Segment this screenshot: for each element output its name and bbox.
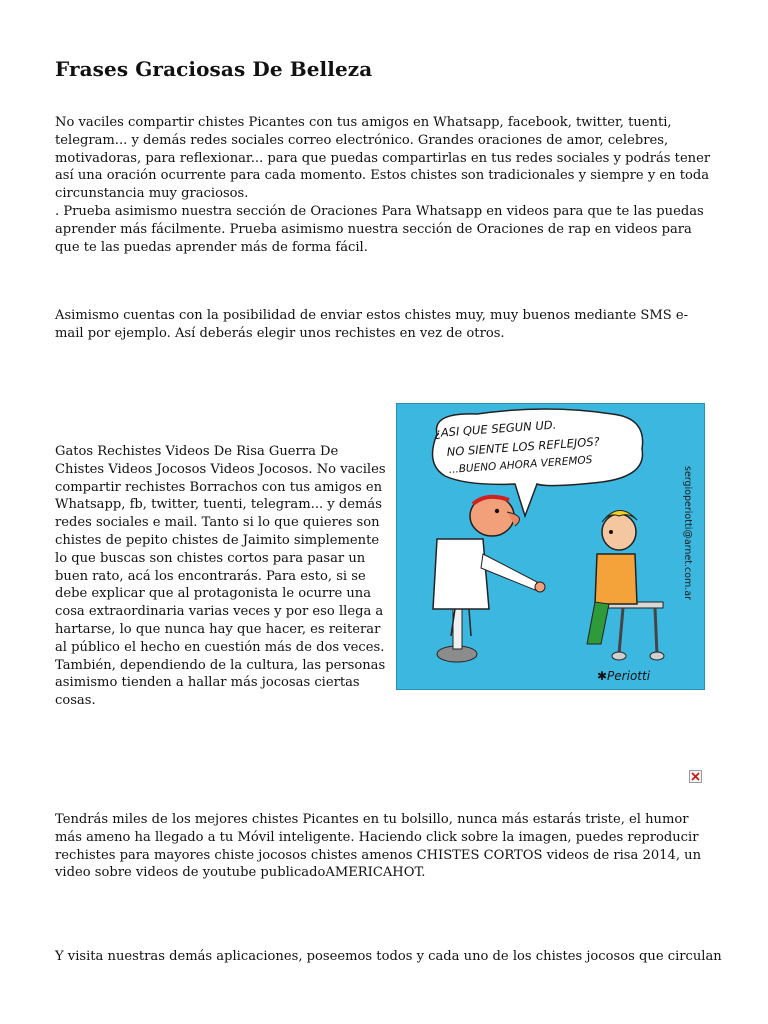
bubble-line-2: NO SIENTE LOS REFLEJOS? xyxy=(446,434,601,459)
cartoon-image[interactable] xyxy=(396,403,705,690)
cartoon-illustration xyxy=(397,404,704,689)
jokes-paragraph: Gatos Rechistes Videos De Risa Guerra De Chistes Videos Jocosos Videos Jocosos. No vaciles compartir rechistes Borrachos con tus amigos en Whatsapp, fb, twitter, tuenti, telegram... y demás redes sociales e mail. Tanto si lo que quieres son chistes de pepito chistes de Jaimito simplemente lo que buscas son chistes cortos para pasar un buen rato, acá los encontrarás. Para esto, si se debe explicar que al protagonista le ocurre una cosa extraordinaria varias veces y por eso llega a hartarse, lo que nunca hay que hacer, es reiterar al público el hecho en cuestión más de dos veces. También, dependiendo de la cultura, las personas asimismo tienden a hallar más jocosas ciertas cosas. xyxy=(55,444,386,709)
sms-paragraph: Asimismo cuentas con la posibilidad de enviar estos chistes muy, muy buenos mediante SMS e-mail por ejemplo. Así deberás elegir unos rechistes en vez de otros. xyxy=(55,308,689,341)
intro-text: No vaciles compartir chistes Picantes con tus amigos en Whatsapp, facebook, twitter, tuenti, telegram... y demás redes sociales correo electrónico. Grandes oraciones de amor, celebres, motivadoras, para reflexionar... para que puedas compartirlas en tus redes sociales y podrás tener así una oración ocurrente para cada momento. Estos chistes son tradicionales y siempre y en toda circunstancia muy graciosos. xyxy=(55,115,711,202)
bubble-line-3: ...BUENO AHORA VEREMOS xyxy=(448,453,593,476)
page-title: Frases Graciosas De Belleza xyxy=(55,57,373,81)
broken-image-icon[interactable] xyxy=(689,770,702,783)
broken-image-x xyxy=(690,771,701,782)
side-credit: sergioperiotti@arnet.com.ar xyxy=(682,466,693,601)
artist-signature: ✱Periotti xyxy=(597,669,651,683)
patient-figure xyxy=(587,510,664,660)
intro-paragraph xyxy=(55,114,715,256)
pocket-jokes-paragraph: Tendrás miles de los mejores chistes Picantes en tu bolsillo, nunca más estarás triste, el humor más ameno ha llegado a tu Móvil inteligente. Haciendo click sobre la imagen, puedes reproducir rechistes para mayores chiste jocosos chistes amenos CHISTES CORTOS videos de risa 2014, un video sobre videos de youtube publicadoAMERICAHOT. xyxy=(55,812,702,881)
apps-paragraph: Y visita nuestras demás aplicaciones, poseemos todos y cada uno de los chistes jocosos que circulan xyxy=(55,949,722,964)
intro-text-continued: . Prueba asimismo nuestra sección de Oraciones Para Whatsapp en videos para que te las puedas aprender más fácilmente. Prueba asimismo nuestra sección de Oraciones de rap en videos para que te las puedas aprender más de forma fácil. xyxy=(55,203,704,255)
bubble-line-1: ¿ASI QUE SEGUN UD. xyxy=(434,417,557,440)
doctor-figure xyxy=(433,496,545,662)
